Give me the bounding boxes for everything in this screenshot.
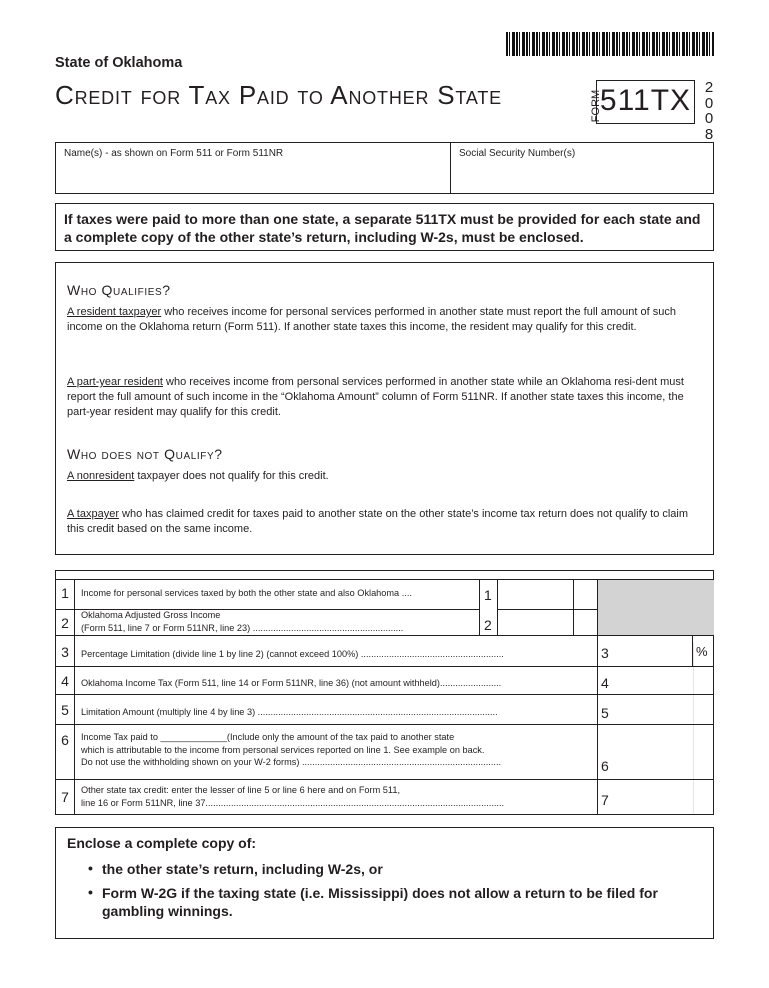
table-rule [56,635,713,636]
line-5-input[interactable] [616,695,713,724]
table-rule [56,724,713,725]
state-name: State of Oklahoma [55,55,183,71]
taxpayer-identity-box [55,142,714,194]
line-4-description: Oklahoma Income Tax (Form 511, line 14 or Form 511NR, line 36) (not amount withheld)........................ [81,678,502,688]
line-5-box-label: 5 [601,705,609,721]
taxpayer-paragraph [67,507,707,537]
year-digit: 8 [704,125,714,143]
taxpayer-text: who has claimed credit for taxes paid to another state on the other state’s income tax return does not qualify to claim this credit based on the same income. [67,508,689,535]
who-not-qualify-heading: Who does not Qualify? [67,446,223,462]
resident-term: A resident taxpayer [67,306,162,318]
line-6-desc-a: Income Tax paid to _____________(Include only the amount of the tax paid to another state [81,732,455,742]
who-qualifies-heading: Who Qualifies? [67,282,171,298]
table-rule [692,635,693,666]
line-2-desc-b: (Form 511, line 7 or Form 511NR, line 23) ........................................................... [81,622,404,633]
line-3-box-label: 3 [601,645,609,661]
nonresident-term: A nonresident [67,470,135,482]
year-digit: 0 [704,94,714,112]
shaded-area [597,580,714,635]
line-number: 2 [61,615,69,631]
table-rule [597,579,598,814]
line-number: 3 [61,644,69,660]
nonresident-text: taxpayer does not qualify for this credit. [134,470,329,482]
line-number: 5 [61,702,69,718]
line-4-box-label: 4 [601,675,609,691]
percent-sign: % [696,644,708,659]
part-year-text: who receives income from personal services performed in another state while an Oklahoma resi-dent must report the full amount of such income in the “Oklahoma Amount” column of Form 511NR. If another state taxes this income, the part-year resident may qualify for this credit. [67,376,684,418]
table-rule [56,666,713,667]
part-year-term: A part-year resident [67,376,163,388]
line-number: 4 [61,673,69,689]
line-1-box-label: 1 [484,587,492,603]
line-3-input[interactable] [616,636,692,666]
table-rule [479,579,480,635]
line-6-description [81,731,501,769]
form-number: 511TX [596,80,695,124]
line-7-desc-b: line 16 or Form 511NR, line 37..................................................................................................................... [81,797,505,808]
enclosure-instructions [55,827,714,939]
multiple-states-notice: If taxes were paid to more than one state, a separate 511TX must be provided for each state and a complete copy of the other state’s return, including W-2s, must be enclosed. [55,203,714,251]
line-number: 1 [61,585,69,601]
line-6-box-label: 6 [601,758,609,774]
line-1-description: Income for personal services taxed by both the other state and also Oklahoma .... [81,588,412,598]
ssn-field-label: Social Security Number(s) [459,148,576,159]
line-7-description [81,784,504,809]
line-6-input[interactable] [616,725,713,779]
form-title: Credit for Tax Paid to Another State [55,80,502,110]
ssn-field[interactable] [451,143,713,193]
barcode [506,32,714,56]
form-year [702,80,716,142]
line-number: 6 [61,732,69,748]
year-digit: 2 [704,79,714,96]
line-2-input[interactable] [498,610,597,635]
line-5-description: Limitation Amount (multiply line 4 by line 3) .............................................................................................. [81,707,498,717]
form-label: FORM [590,89,602,123]
line-7-box-label: 7 [601,792,609,808]
taxpayer-term: A taxpayer [67,508,119,520]
credit-computation-table [55,570,714,815]
line-6-desc-c: Do not use the withholding shown on your W-2 forms) .............................................................................. [81,757,502,767]
enclose-item-2: Form W-2G if the taxing state (i.e. Mississippi) does not allow a return to be filed for gambling winnings. [102,885,658,919]
bullet-icon: • [88,884,93,900]
table-rule [56,694,713,695]
enclose-item-1: the other state’s return, including W-2s, or [102,861,383,877]
resident-paragraph [67,305,707,335]
line-3-description: Percentage Limitation (divide line 1 by line 2) (cannot exceed 100%) ........................................................ [81,649,504,659]
qualification-section [55,262,714,555]
resident-text: who receives income for personal services performed in another state must report the full amount of such income on the Oklahoma return (Form 511). If another state taxes this income, the resident may qualify for this credit. [67,306,676,333]
name-field[interactable] [56,143,451,193]
line-6-desc-b: which is attributable to the income from personal services reported on line 1. See example on back. [81,744,485,755]
table-rule [74,579,75,814]
line-number: 7 [61,789,69,805]
bullet-icon: • [88,860,93,876]
table-rule [56,779,713,780]
name-field-label: Name(s) - as shown on Form 511 or Form 511NR [64,148,284,159]
nonresident-paragraph [67,469,707,484]
line-7-desc-a: Other state tax credit: enter the lesser of line 5 or line 6 here and on Form 511, [81,785,401,795]
line-7-input[interactable] [616,780,713,814]
part-year-paragraph [67,375,707,420]
year-digit: 0 [704,110,714,127]
line-2-description [81,609,403,634]
line-1-input[interactable] [498,580,597,609]
line-2-desc-a: Oklahoma Adjusted Gross Income [81,610,221,620]
enclose-heading: Enclose a complete copy of: [67,835,257,851]
line-4-input[interactable] [616,667,713,694]
line-2-box-label: 2 [484,617,492,633]
